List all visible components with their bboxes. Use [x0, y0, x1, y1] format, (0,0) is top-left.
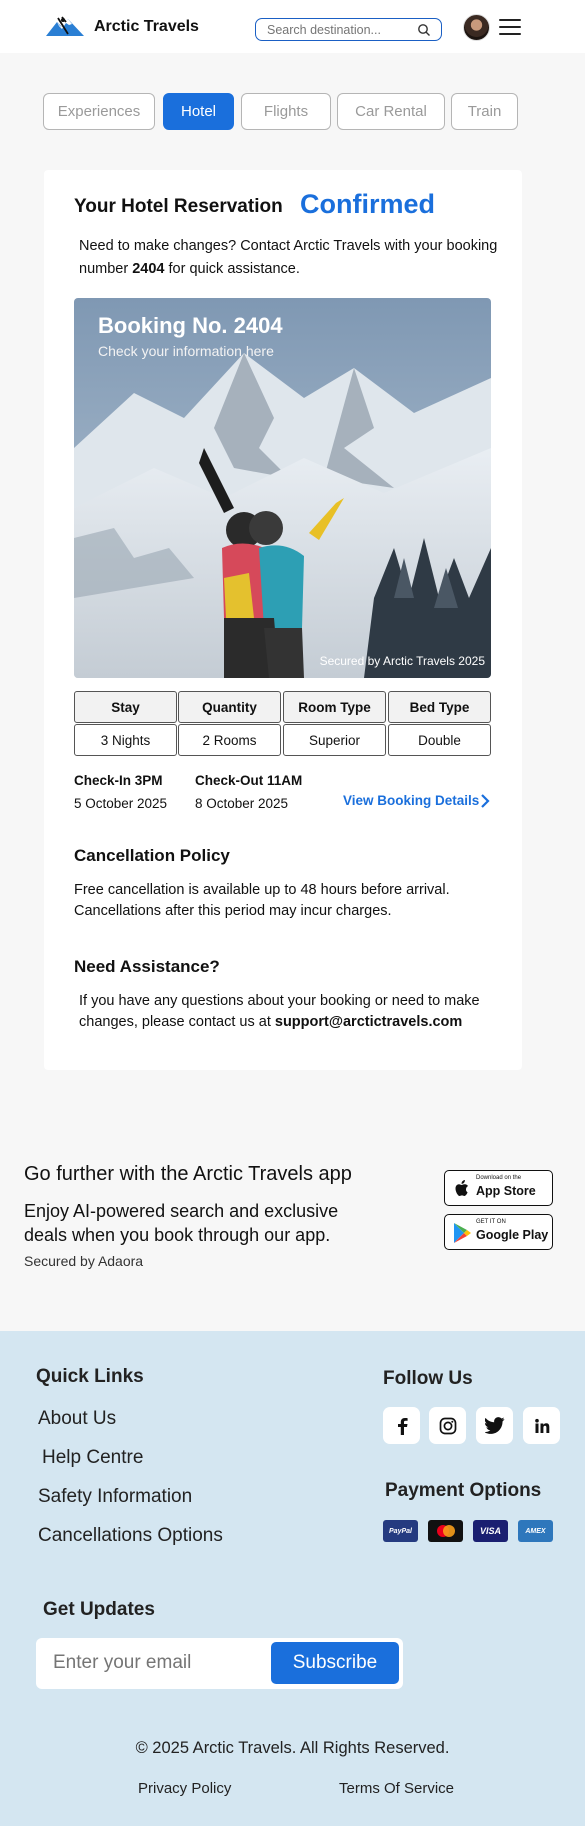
reservation-status: Confirmed [300, 189, 435, 219]
check-in-date: 5 October 2025 [74, 796, 168, 811]
check-in-label: Check-In 3PM [74, 773, 163, 788]
app-promo-title: Go further with the Arctic Travels app [24, 1163, 352, 1185]
tab-train[interactable]: Train [451, 93, 518, 130]
search-icon[interactable] [417, 23, 431, 37]
view-booking-details-link[interactable]: View Booking Details [343, 793, 480, 808]
app-promo-description: Enjoy AI-powered search and exclusive deals when you book through our app. [24, 1201, 339, 1245]
app-promo-secured: Secured by Adaora [24, 1253, 144, 1269]
table-header-room-type: Room Type [283, 691, 386, 723]
copyright-text: © 2025 Arctic Travels. All Rights Reserved. [135, 1739, 450, 1757]
app-store-button[interactable]: Download on the App Store [444, 1170, 553, 1206]
table-cell-quantity: 2 Rooms [178, 724, 281, 756]
tab-flights[interactable]: Flights [241, 93, 331, 130]
need-assistance-title: Need Assistance? [74, 957, 220, 976]
google-play-button[interactable]: GET IT ON Google Play [444, 1214, 553, 1250]
brand-name[interactable]: Arctic Travels [94, 18, 199, 35]
search-input[interactable] [267, 21, 412, 38]
chevron-right-icon[interactable] [480, 793, 490, 809]
twitter-icon[interactable] [476, 1407, 513, 1444]
linkedin-icon[interactable] [523, 1407, 560, 1444]
need-assistance-text: If you have any questions about your booking or need to make changes, please contact us at support@arctictravels.com [79, 993, 480, 1030]
email-input[interactable] [53, 1650, 253, 1676]
footer-link-about-us[interactable]: About Us [38, 1408, 117, 1429]
table-header-stay: Stay [74, 691, 177, 723]
search-box[interactable] [255, 18, 442, 41]
footer-link-safety-information[interactable]: Safety Information [38, 1486, 193, 1507]
instagram-icon[interactable] [429, 1407, 466, 1444]
terms-of-service-link[interactable]: Terms Of Service [339, 1780, 455, 1797]
top-navbar [0, 0, 585, 53]
table-cell-room-type: Superior [283, 724, 386, 756]
footer-link-help-centre[interactable]: Help Centre [42, 1447, 144, 1468]
table-cell-bed-type: Double [388, 724, 491, 756]
check-out-label: Check-Out 11AM [195, 773, 303, 788]
quick-links-title: Quick Links [36, 1366, 144, 1387]
cancellation-policy-title: Cancellation Policy [74, 846, 230, 865]
booking-number: 2404 [132, 261, 165, 277]
follow-us-title: Follow Us [383, 1368, 473, 1389]
google-play-icon [452, 1222, 472, 1244]
brand-logo-icon[interactable] [44, 14, 86, 40]
booking-hero-image [74, 298, 491, 678]
paypal-icon: PayPal [383, 1520, 418, 1542]
hamburger-menu-icon[interactable] [499, 19, 521, 36]
visa-icon: VISA [473, 1520, 508, 1542]
payment-options-title: Payment Options [385, 1480, 542, 1501]
mastercard-icon [428, 1520, 463, 1542]
facebook-icon[interactable] [383, 1407, 420, 1444]
hero-booking-subtitle: Check your information here [98, 343, 274, 359]
privacy-policy-link[interactable]: Privacy Policy [138, 1780, 232, 1797]
footer-link-cancellations-options[interactable]: Cancellations Options [38, 1525, 223, 1546]
tab-car-rental[interactable]: Car Rental [337, 93, 445, 130]
subscribe-button[interactable]: Subscribe [271, 1642, 399, 1684]
table-header-quantity: Quantity [178, 691, 281, 723]
reservation-intro: Need to make changes? Contact Arctic Travels with your booking number 2404 for quick assistance. [79, 238, 498, 277]
reservation-title: Your Hotel Reservation [74, 196, 283, 217]
table-header-bed-type: Bed Type [388, 691, 491, 723]
user-avatar[interactable] [463, 14, 490, 41]
hero-booking-title: Booking No. 2404 [98, 313, 283, 338]
cancellation-policy-text: Free cancellation is available up to 48 hours before arrival. Cancellations after this period may incur charges. [74, 882, 450, 919]
check-out-date: 8 October 2025 [195, 796, 289, 811]
tab-experiences[interactable]: Experiences [43, 93, 155, 130]
table-cell-stay: 3 Nights [74, 724, 177, 756]
tab-hotel[interactable]: Hotel [163, 93, 234, 130]
support-email-link[interactable]: support@arctictravels.com [274, 1014, 463, 1030]
hero-secured-caption: Secured by Arctic Travels 2025 [319, 654, 485, 668]
get-updates-title: Get Updates [43, 1599, 155, 1620]
amex-icon: AMEX [518, 1520, 553, 1542]
apple-icon [452, 1178, 472, 1200]
